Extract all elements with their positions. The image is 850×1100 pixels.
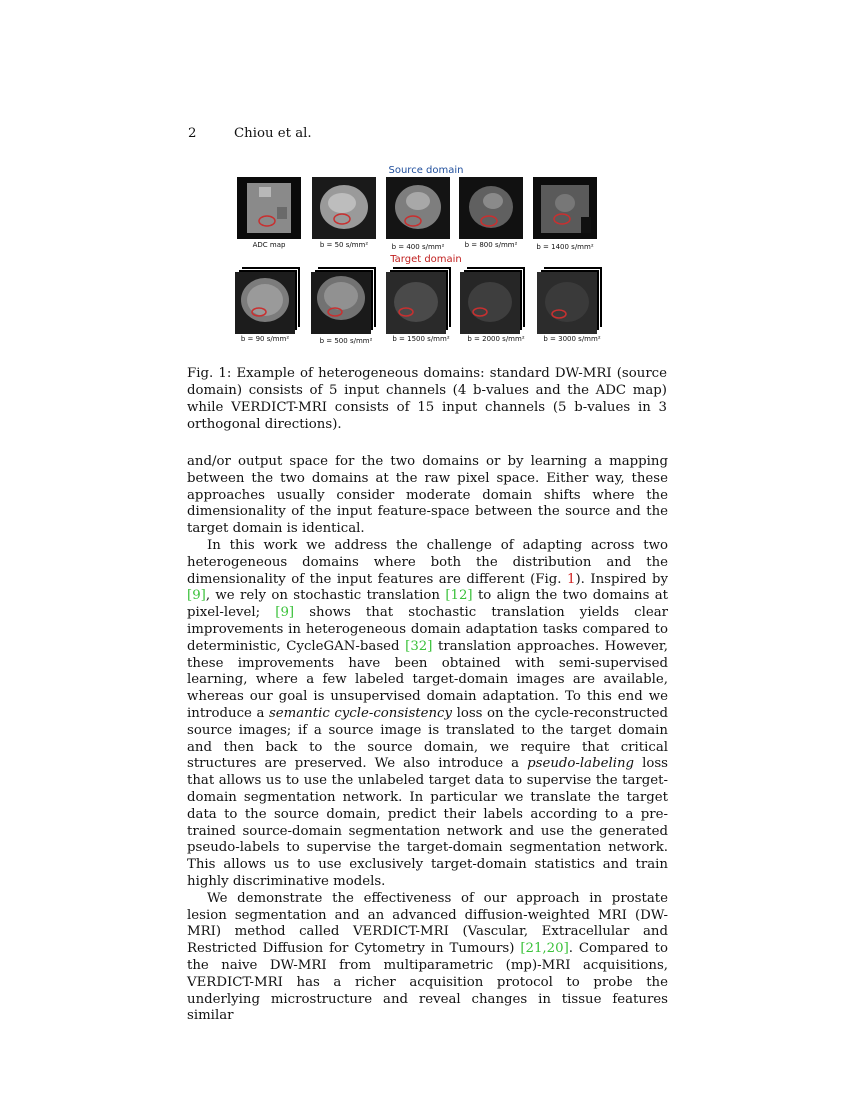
figure-caption (187, 365, 667, 433)
source-label-4: b = 800 s/mm² (464, 241, 518, 249)
paragraph-1: and/or output space for the two domains or by learning a mapping between the two domains at the raw pixel space. Either way, these approaches usually consider moderate domain shifts where the dimensionality of the input feature-space between the source and the target domain is identical. (187, 454, 668, 537)
figure-1 (231, 162, 621, 352)
citation-9a[interactable]: [9] (187, 588, 206, 604)
source-image-b1400 (533, 177, 597, 239)
citation-12[interactable]: [12] (445, 588, 473, 604)
source-image-adc (237, 177, 301, 239)
citation-32[interactable]: [32] (405, 638, 433, 654)
source-image-b400 (386, 177, 450, 239)
target-label-3: b = 1500 s/mm² (392, 335, 450, 343)
source-image-b50 (312, 177, 376, 239)
target-image-b500 (311, 272, 371, 334)
p2-text-e: shows that stochastic translation yields clear improvements in heterogeneous domain adaptation tasks compared to deterministic, CycleGAN-based (187, 605, 668, 654)
source-domain-title: Source domain (388, 165, 464, 176)
p2-text-f: translation approaches. However, these improvements have been obtained with semi-supervised learning, where a few labeled target-domain images are available, whereas our goal is unsupervised domain adaptation. To this end we introduce a (187, 638, 669, 721)
target-image-b1500 (386, 272, 446, 334)
p3-text-a: We demonstrate the effectiveness of our approach in prostate lesion segmentation and an advanced diffusion-weighted MRI (DW-MRI) method called VERDICT-MRI (Vascular, Extracellular and Restricted Diffusion for Cytometry in Tumours) (187, 890, 668, 957)
citation-9b[interactable]: [9] (275, 605, 295, 621)
target-image-b90 (235, 272, 295, 334)
body-text (187, 454, 668, 1025)
emph-pseudo-labeling: pseudo-labeling (527, 756, 635, 772)
target-image-b3000 (537, 272, 597, 334)
paragraph-2 (187, 538, 668, 891)
source-label-3: b = 400 s/mm² (391, 243, 445, 251)
target-label-5: b = 3000 s/mm² (543, 335, 601, 343)
p2-text-c: , we rely on stochastic translation (205, 588, 440, 604)
source-label-1: ADC map (252, 241, 286, 249)
page-header (188, 126, 312, 141)
target-label-4: b = 2000 s/mm² (467, 335, 525, 343)
paragraph-3 (187, 891, 668, 1025)
p2-text-h: loss that allows us to use the unlabeled target data to supervise the target-domain segmentation network. In particular we translate the target data to the source domain, predict their labels according to a pre-trained source-domain segmentation network and use the generated pseudo-labels to supervise the target-domain segmentation network. This allows us to use exclusively target-domain statistics and train highly discriminative models. (187, 756, 668, 889)
target-label-2: b = 500 s/mm² (319, 337, 373, 345)
target-domain-title: Target domain (390, 254, 462, 265)
p2-text-a: In this work we address the challenge of adapting across two heterogeneous domains where both the distribution and the dimensionality of the input features are different (Fig. (187, 537, 668, 587)
page-number: 2 (188, 126, 197, 141)
fig-ref-1[interactable]: 1 (566, 571, 576, 587)
p3-text-b: . Compared to the naive DW-MRI from multiparametric (mp)-MRI acquisitions, VERDICT-MRI has a richer acquisition protocol to probe the underlying microstructure and reveal changes in tissue features similar (187, 941, 669, 1024)
running-authors: Chiou et al. (234, 126, 312, 141)
target-label-1: b = 90 s/mm² (240, 335, 290, 343)
target-image-b2000 (460, 272, 520, 334)
caption-label: Fig. 1: (187, 366, 232, 381)
p2-text-g: loss on the cycle-reconstructed source images; if a source image is translated to the target domain and then back to the source domain, we require that critical structures are preserved. We also introduce a (187, 705, 668, 772)
source-image-b800 (459, 177, 523, 239)
p2-text-d: to align the two domains at pixel-level; (187, 588, 669, 621)
caption-text: Example of heterogeneous domains: standard DW-MRI (source domain) consists of 5 input channels (4 b-values and the ADC map) while VERDICT-MRI consists of 15 input channels (5 b-values in 3 orthogonal directions). (187, 366, 667, 432)
emph-semantic-cycle: semantic cycle-consistency (268, 705, 453, 721)
citation-21-20[interactable]: [21,20] (520, 941, 569, 957)
source-label-5: b = 1400 s/mm² (536, 243, 594, 251)
p2-text-b: ). Inspired by (575, 571, 668, 587)
source-label-2: b = 50 s/mm² (319, 241, 369, 249)
